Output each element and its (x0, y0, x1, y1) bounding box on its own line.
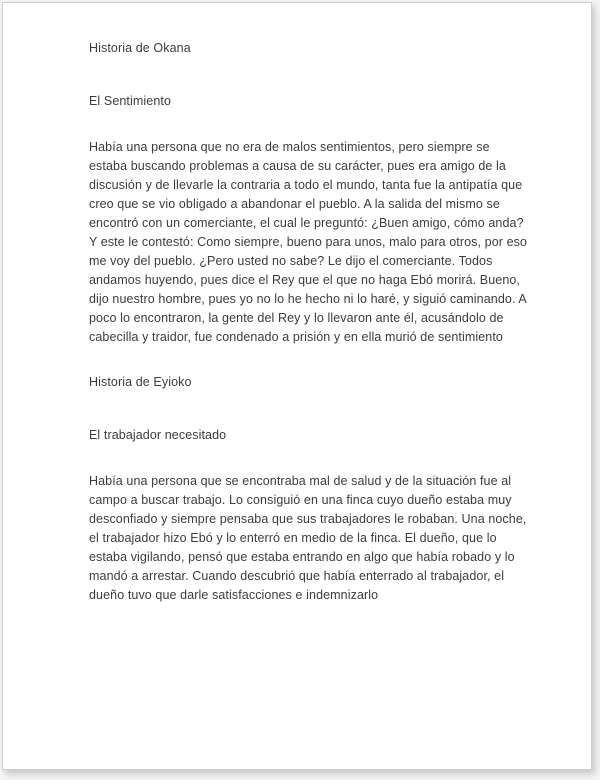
story-paragraph-okana: Había una persona que no era de malos sentimientos, pero siempre se estaba buscando problemas a causa de su carácter, pues era amigo de la discusión y de llevarle la contraria a todo el mundo, tanta fue la antipatía que creo que se vio obligado a abandonar el pueblo. A la salida del mismo se encontró con un comerciante, el cual le preguntó: ¿Buen amigo, cómo anda? Y este le contestó: Como siempre, bueno para unos, malo para otros, por eso me voy del pueblo. ¿Pero usted no sabe? Le dijo el comerciante. Todos andamos huyendo, pues dice el Rey que el que no haga Ebó morirá. Bueno, dijo nuestro hombre, pues yo no lo he hecho ni lo haré, y siguió caminando. A poco lo encontraron, la gente del Rey y lo llevaron ante él, acusándolo de cabecilla y traidor, fue condenado a prisión y en ella murió de sentimiento (89, 140, 528, 344)
story-title-okana: Historia de Okana (89, 41, 191, 55)
story-section-eyioko (89, 373, 531, 605)
story-subtitle-sentimiento: El Sentimiento (89, 94, 171, 108)
document-page (2, 2, 592, 770)
story-section-okana (89, 39, 531, 347)
story-paragraph-eyioko: Había una persona que se encontraba mal de salud y de la situación fue al campo a buscar trabajo. Lo consiguió en una finca cuyo dueño estaba muy desconfiado y siempre pensaba que sus trabajadores le robaban. Una noche, el trabajador hizo Ebó y lo enterró en medio de la finca. El dueño, que lo estaba vigilando, pensó que estaba entrando en algo que había robado y lo mandó a arrestar. Cuando descubrió que había enterrado al trabajador, el dueño tuvo que darle satisfacciones e indemnizarlo (89, 474, 527, 602)
document-content (3, 3, 591, 605)
story-title-eyioko: Historia de Eyioko (89, 375, 192, 389)
story-subtitle-trabajador: El trabajador necesitado (89, 428, 227, 442)
